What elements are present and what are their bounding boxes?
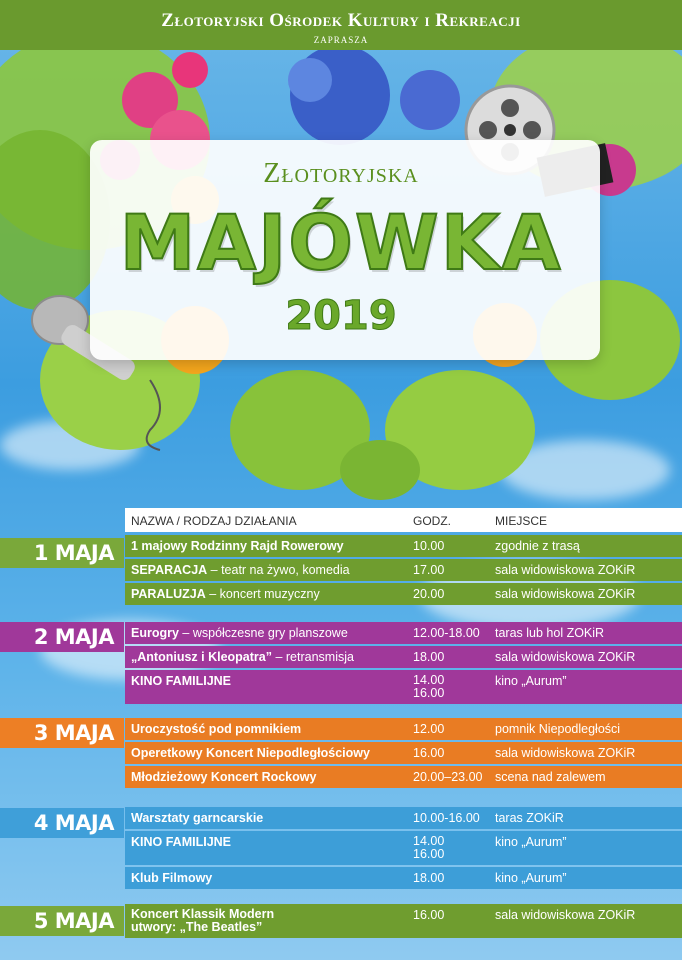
event-place: taras ZOKiR — [495, 811, 564, 825]
event-name: Klub Filmowy — [131, 871, 213, 885]
table-row — [125, 646, 682, 668]
event-time: 16.00 — [413, 746, 445, 760]
table-header — [125, 508, 682, 532]
organizer-name: Złotoryjski Ośrodek Kultury i Rekreacji — [161, 10, 521, 31]
event-place: sala widowiskowa ZOKiR — [495, 746, 636, 760]
day-label-2-maja: 2 MAJA — [0, 622, 124, 652]
event-time: 12.00 — [413, 722, 445, 736]
event-time: 12.00-18.00 — [413, 626, 480, 640]
event-time: 16.00 — [413, 908, 445, 922]
column-header-name: NAZWA / RODZAJ DZIAŁANIA — [131, 514, 297, 528]
table-row — [125, 904, 682, 938]
event-name: PARALUZJA – koncert muzyczny — [131, 587, 320, 601]
event-place: sala widowiskowa ZOKiR — [495, 908, 636, 922]
title-year: 2019 — [285, 293, 397, 339]
event-name: SEPARACJA – teatr na żywo, komedia — [131, 563, 350, 577]
event-place: scena nad zalewem — [495, 770, 606, 784]
event-place: zgodnie z trasą — [495, 539, 580, 553]
event-name: Warsztaty garncarskie — [131, 811, 264, 825]
event-place: kino „Aurum” — [495, 871, 567, 885]
table-row — [125, 670, 682, 704]
day-label-1-maja: 1 MAJA — [0, 538, 124, 568]
event-name: KINO FAMILIJNE — [131, 674, 232, 688]
event-place: sala widowiskowa ZOKiR — [495, 650, 636, 664]
event-time: 20.00 — [413, 587, 445, 601]
event-time: 14.00 16.00 — [413, 834, 445, 861]
event-place: kino „Aurum” — [495, 674, 567, 688]
table-row — [125, 718, 682, 740]
table-row — [125, 742, 682, 764]
title-subtitle: Złotoryjska — [263, 158, 419, 189]
column-header-time: GODZ. — [413, 514, 451, 528]
day-label-5-maja: 5 MAJA — [0, 906, 124, 936]
event-name: „Antoniusz i Kleopatra” – retransmisja — [131, 650, 354, 664]
day-label-3-maja: 3 MAJA — [0, 718, 124, 748]
event-name: Koncert Klassik Modern utwory: „The Beatles” — [131, 907, 275, 934]
table-row — [125, 583, 682, 605]
event-time: 17.00 — [413, 563, 445, 577]
event-time: 18.00 — [413, 650, 445, 664]
event-name: Eurogry – współczesne gry planszowe — [131, 626, 348, 640]
event-name: 1 majowy Rodzinny Rajd Rowerowy — [131, 539, 344, 553]
invites-text: ZAPRASZA — [313, 35, 369, 45]
table-row — [125, 559, 682, 581]
event-place: sala widowiskowa ZOKiR — [495, 563, 636, 577]
event-place: sala widowiskowa ZOKiR — [495, 587, 636, 601]
table-row — [125, 831, 682, 865]
event-time: 20.00–23.00 — [413, 770, 483, 784]
event-place: taras lub hol ZOKiR — [495, 626, 605, 640]
column-header-place: MIEJSCE — [495, 514, 548, 528]
event-name: Uroczystość pod pomnikiem — [131, 722, 302, 736]
event-place: pomnik Niepodległości — [495, 722, 621, 736]
event-time: 14.00 16.00 — [413, 673, 445, 700]
event-time: 10.00 — [413, 539, 445, 553]
table-row — [125, 535, 682, 557]
event-name: KINO FAMILIJNE — [131, 835, 232, 849]
event-name: Operetkowy Koncert Niepodległościowy — [131, 746, 370, 760]
event-name: Młodzieżowy Koncert Rockowy — [131, 770, 317, 784]
event-time: 18.00 — [413, 871, 445, 885]
event-place: kino „Aurum” — [495, 835, 567, 849]
title-main: MAJÓWKA — [119, 198, 563, 287]
table-row — [125, 807, 682, 829]
table-row — [125, 867, 682, 889]
table-row — [125, 766, 682, 788]
day-label-4-maja: 4 MAJA — [0, 808, 124, 838]
table-row — [125, 622, 682, 644]
event-time: 10.00-16.00 — [413, 811, 480, 825]
